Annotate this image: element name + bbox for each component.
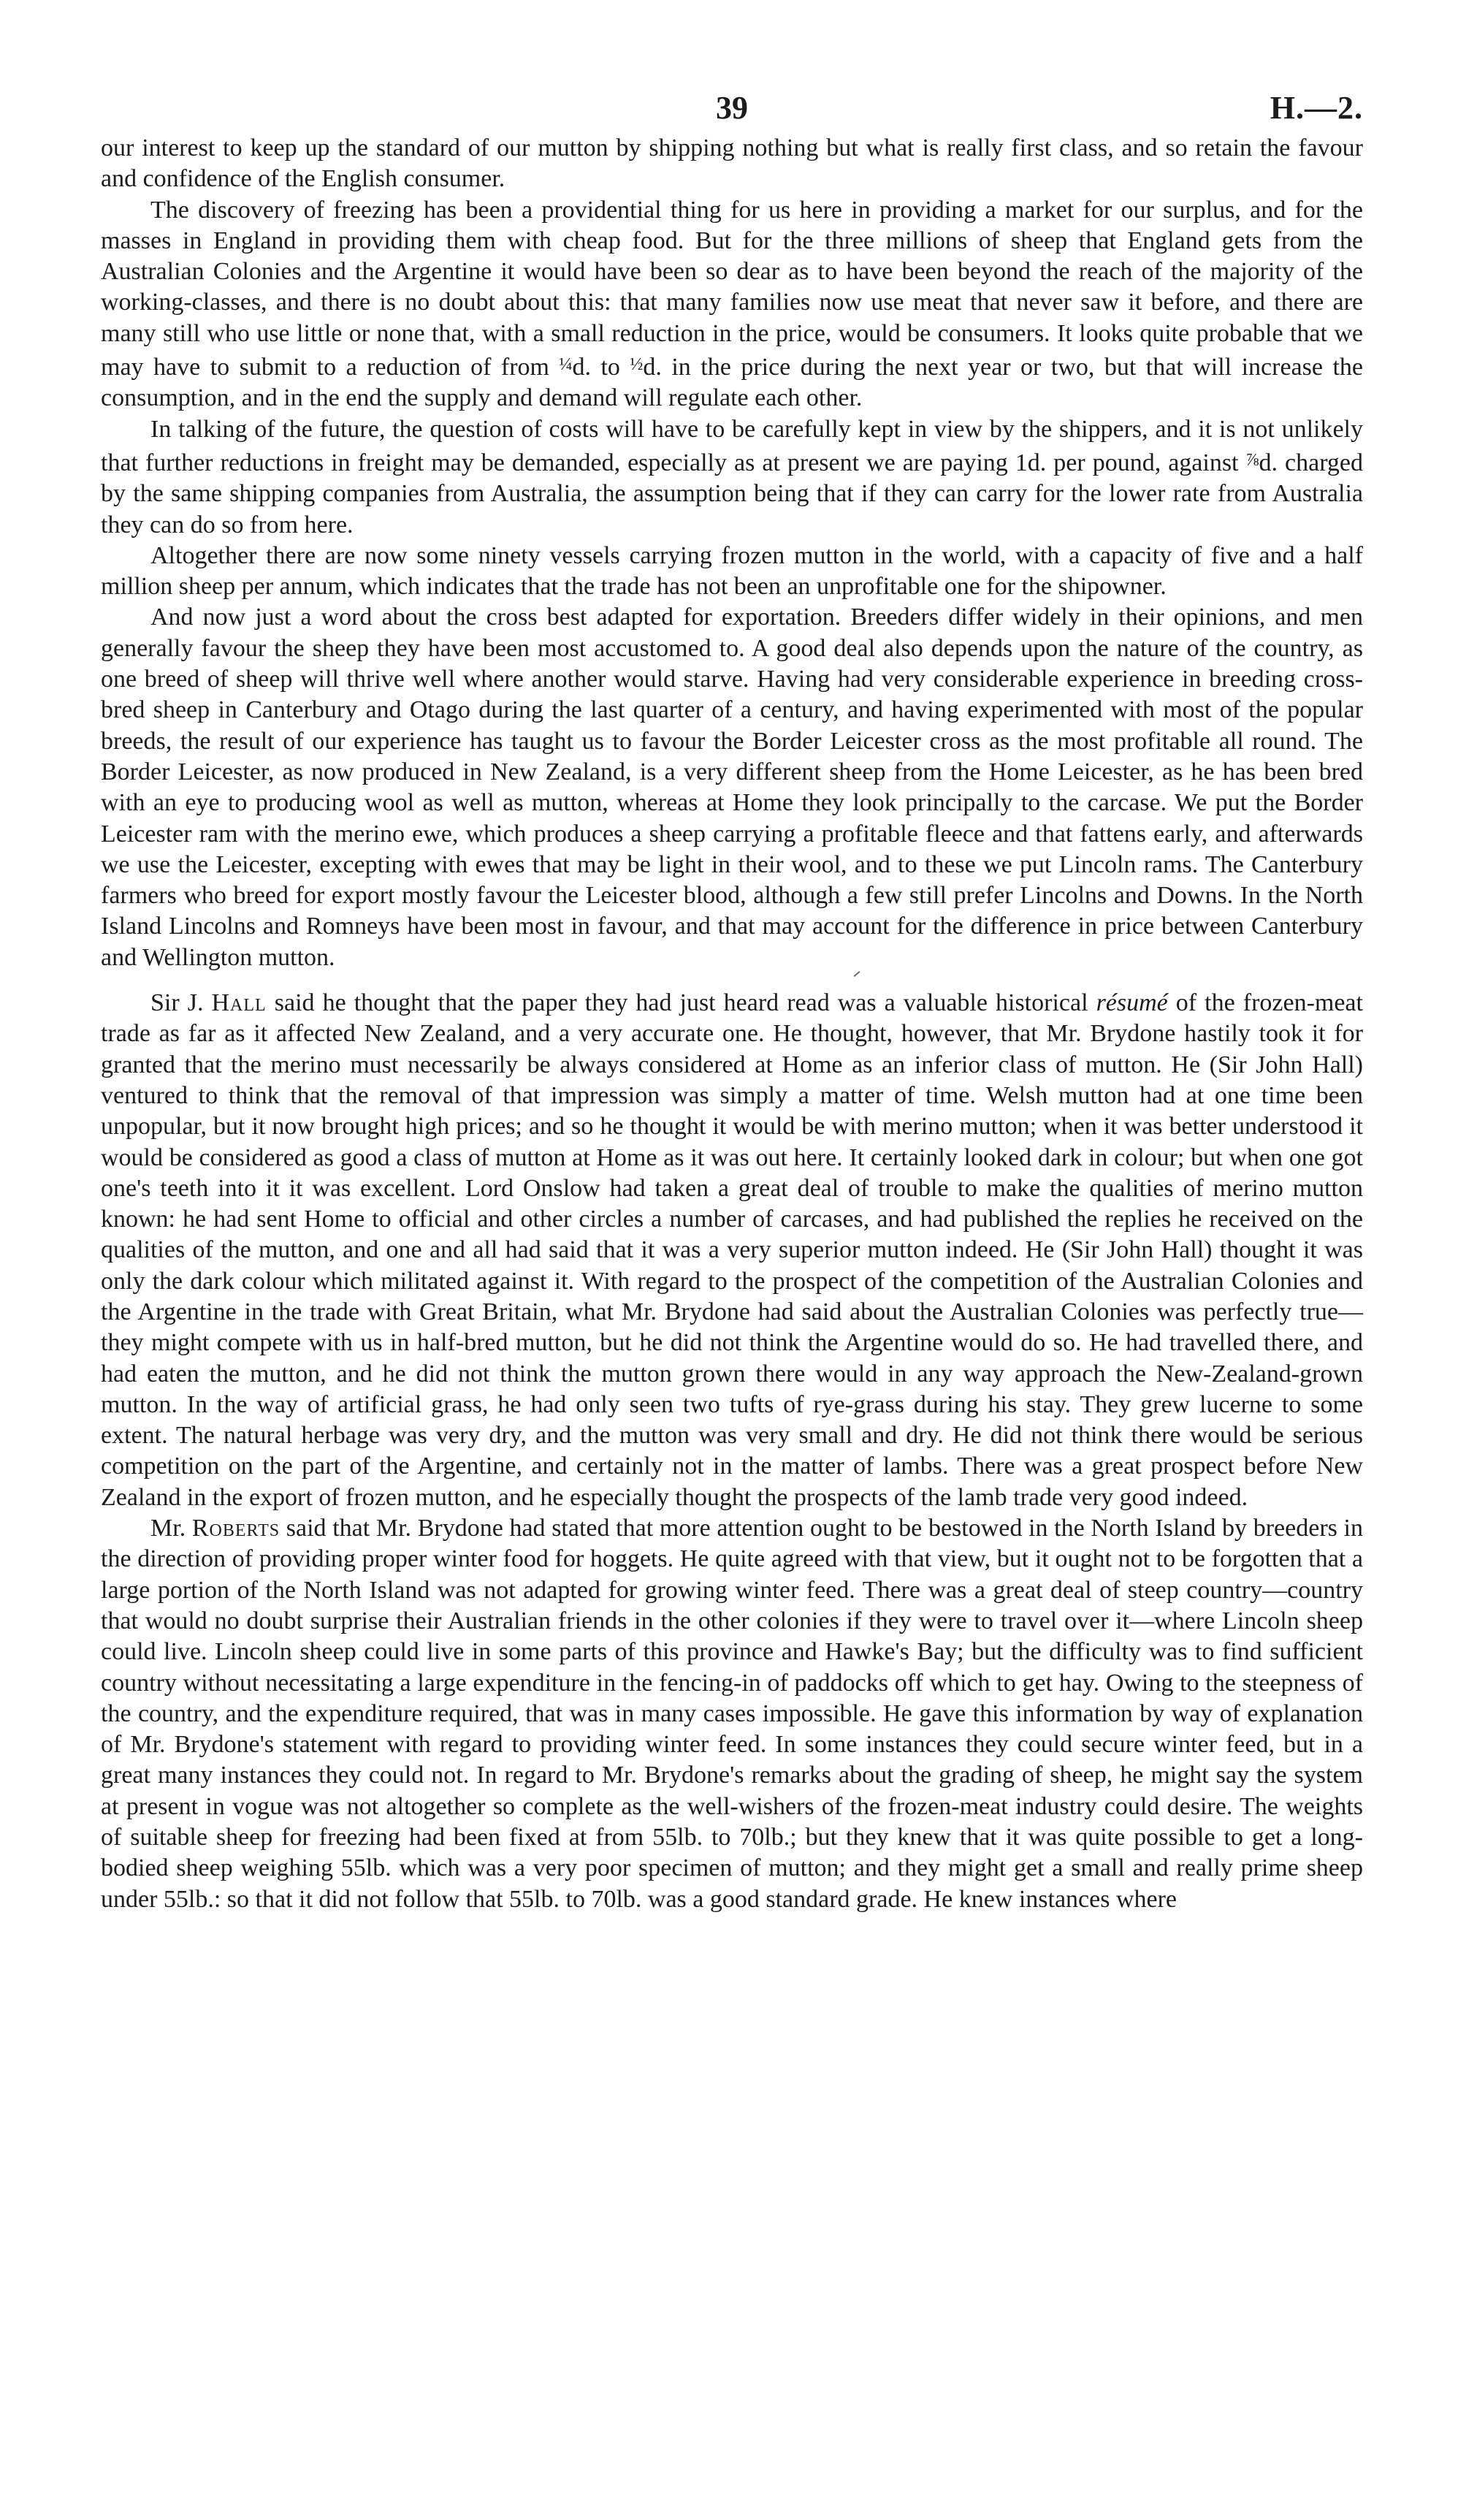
speaker-name: Roberts bbox=[191, 1515, 280, 1542]
paragraph-text: Altogether there are now some ninety vessels carrying frozen mutton in the world, with a capacity of five and a half million sheep per annum, which indicates that the trade has not been an unprofitable one for the shipowner. bbox=[101, 541, 1363, 601]
pen-mark bbox=[101, 973, 1363, 988]
page-header bbox=[101, 79, 1363, 132]
paragraph-text: of the frozen-meat trade as far as it affected New Zealand, and a very accurate one. He thought, however, that Mr. Brydone hastily took it for granted that the merino must necessarily be always considered at Home as an inferior class of mutton. He (Sir John Hall) ventured to think that the removal of that impression was simply a matter of time. Welsh mutton had at one time been unpopular, but it now brought high prices; and so he thought it would be with merino mutton; when it was better understood it would be considered as good a class of mutton at Home as it was out here. It certainly looked dark in colour; but when one got one's teeth into it it was excellent. Lord Onslow had taken a great deal of trouble to make the qualities of merino mutton known: he had sent Home to official and other circles a number of carcases, and had published the replies he received on the qualities of the mutton, and one and all had said that it was a very superior mutton indeed. He (Sir John Hall) thought it was only the dark colour which militated against it. With regard to the prospect of the competition of the Australian Colonies and the Argentine in the trade with Great Britain, what Mr. Brydone had said about the Australian Colonies was perfectly true—they might compete with us in half-bred mutton, but he did not think the Argentine would do so. He had travelled there, and had eaten the mutton, and he did not think the mutton grown there would in any way approach the New-Zealand-grown mutton. In the way of artificial grass, he had only seen two tufts of rye-grass during his stay. They grew lucerne to some extent. The natural herbage was very dry, and the mutton was very small and dry. He did not think there would be serious competition on the part of the Argentine, and certainly not in the matter of lambs. There was a great prospect before New Zealand in the export of frozen mutton, and he especially thought the prospects of the lamb trade very good indeed. bbox=[101, 989, 1363, 1511]
paragraph-text: our interest to keep up the standard of our mutton by shipping nothing but what is really first class, and so retain the favour and confidence of the English consumer. bbox=[101, 134, 1363, 193]
fraction: ¼ bbox=[559, 355, 573, 375]
paragraph-future-costs bbox=[101, 414, 1363, 541]
page-number: 39 bbox=[716, 90, 748, 126]
paragraph-text: And now just a word about the cross best adapted for exportation. Breeders differ widely in their opinions, and men generally favour the sheep they have been most accustomed to. A good deal also depends upon the nature of the country, as one breed of sheep will thrive well where another would starve. Having had very considerable experience in breeding cross-bred sheep in Canterbury and Otago during the last quarter of a century, and having experimented with most of the popular breeds, the result of our experience has taught us to favour the Border Leicester cross as the most profitable all round. The Border Leicester, as now produced in New Zealand, is a very different sheep from the Home Leicester, as he has been bred with an eye to producing wool as well as mutton, whereas at Home they look principally to the carcase. We put the Border Leicester ram with the merino ewe, which produces a sheep carrying a profitable fleece and that fattens early, and afterwards we use the Leicester, excepting with ewes that may be light in their wool, and to these we put Lincoln rams. The Canterbury farmers who breed for export mostly favour the Leicester blood, although a few still prefer Lincolns and Downs. In the North Island Lincolns and Romneys have been most in favour, and that may account for the difference in price between Canterbury and Wellington mutton. bbox=[101, 604, 1363, 971]
document-code: H.—2. bbox=[1270, 90, 1363, 126]
paragraph-freezing-discovery bbox=[101, 195, 1363, 414]
paragraph-continuation bbox=[101, 133, 1363, 195]
speaker-name: Hall bbox=[211, 989, 267, 1017]
paragraph-cross-breeds bbox=[101, 602, 1363, 973]
paragraph-mr-roberts bbox=[101, 1513, 1363, 1915]
paragraph-text: The discovery of freezing has been a providential thing for us here in providing a market for our surplus, and for the masses in England in providing them with cheap food. But for the three millions of sheep that England gets from the Australian Colonies and the Argentine it would have been so dear as to have been beyond the reach of the majority of the working-classes, and there is no doubt about this: that many families now use meat that never saw it before, and there are many still who use little or none that, with a small reduction in the price, would be consumers. It looks quite probable that we may have to submit to a reduction of from bbox=[101, 196, 1363, 381]
paragraph-text: d. in the price during the next year or two, but that will increase the consumption, and in the end the supply and demand will regulate each other. bbox=[101, 354, 1363, 412]
speaker-title: Sir J. bbox=[150, 989, 212, 1017]
speaker-title: Mr. bbox=[150, 1515, 192, 1542]
paragraph-text: d. to bbox=[572, 354, 630, 381]
paragraph-text: said that Mr. Brydone had stated that more attention ought to be bestowed in the North Island by breeders in the direction of providing proper winter food for hoggets. He quite agreed with that view, but it ought not to be forgotten that a large portion of the North Island was not adapted for growing winter feed. There was a great deal of steep country—country that would no doubt surprise their Australian friends in the other colonies if they were to travel over it—where Lincoln sheep could live. Lincoln sheep could live in some parts of this province and Hawke's Bay; but the difficulty was to find sufficient country without necessitating a large expenditure in the fencing-in of paddocks off which to get hay. Owing to the steepness of the country, and the expenditure required, that was in many cases impossible. He gave this information by way of explanation of Mr. Brydone's statement with regard to providing winter feed. In some instances they could secure winter feed, but in a great many instances they could not. In regard to Mr. Brydone's remarks about the grading of sheep, he might say the system at present in vogue was not altogether so complete as the well-wishers of the frozen-meat industry could desire. The weights of suitable sheep for freezing had been fixed at from 55lb. to 70lb.; but they knew that it was quite possible to get a long-bodied sheep weighing 55lb. which was a very poor specimen of mutton; and they might get a small and really prime sheep under 55lb.: so that it did not follow that 55lb. to 70lb. was a good standard grade. He knew instances where bbox=[101, 1515, 1363, 1913]
paragraph-vessels bbox=[101, 541, 1363, 603]
paragraph-text: In talking of the future, the question of costs will have to be carefully kept in view by the shippers, and it is not unlikely that further reductions in freight may be demanded, especially as at present we are paying 1d. per pound, against bbox=[101, 415, 1363, 476]
paragraph-text: d. charged by the same shipping companies from Australia, the assumption being that if they can carry for the lower rate from Australia they can do so from here. bbox=[101, 449, 1364, 538]
document-body bbox=[101, 133, 1363, 1915]
fraction: ½ bbox=[630, 355, 644, 375]
paragraph-text: said he thought that the paper they had just heard read was a valuable historical bbox=[266, 989, 1096, 1017]
italic-term: résumé bbox=[1096, 989, 1168, 1017]
fraction: ⅞ bbox=[1245, 450, 1259, 470]
paragraph-sir-j-hall bbox=[101, 988, 1363, 1513]
